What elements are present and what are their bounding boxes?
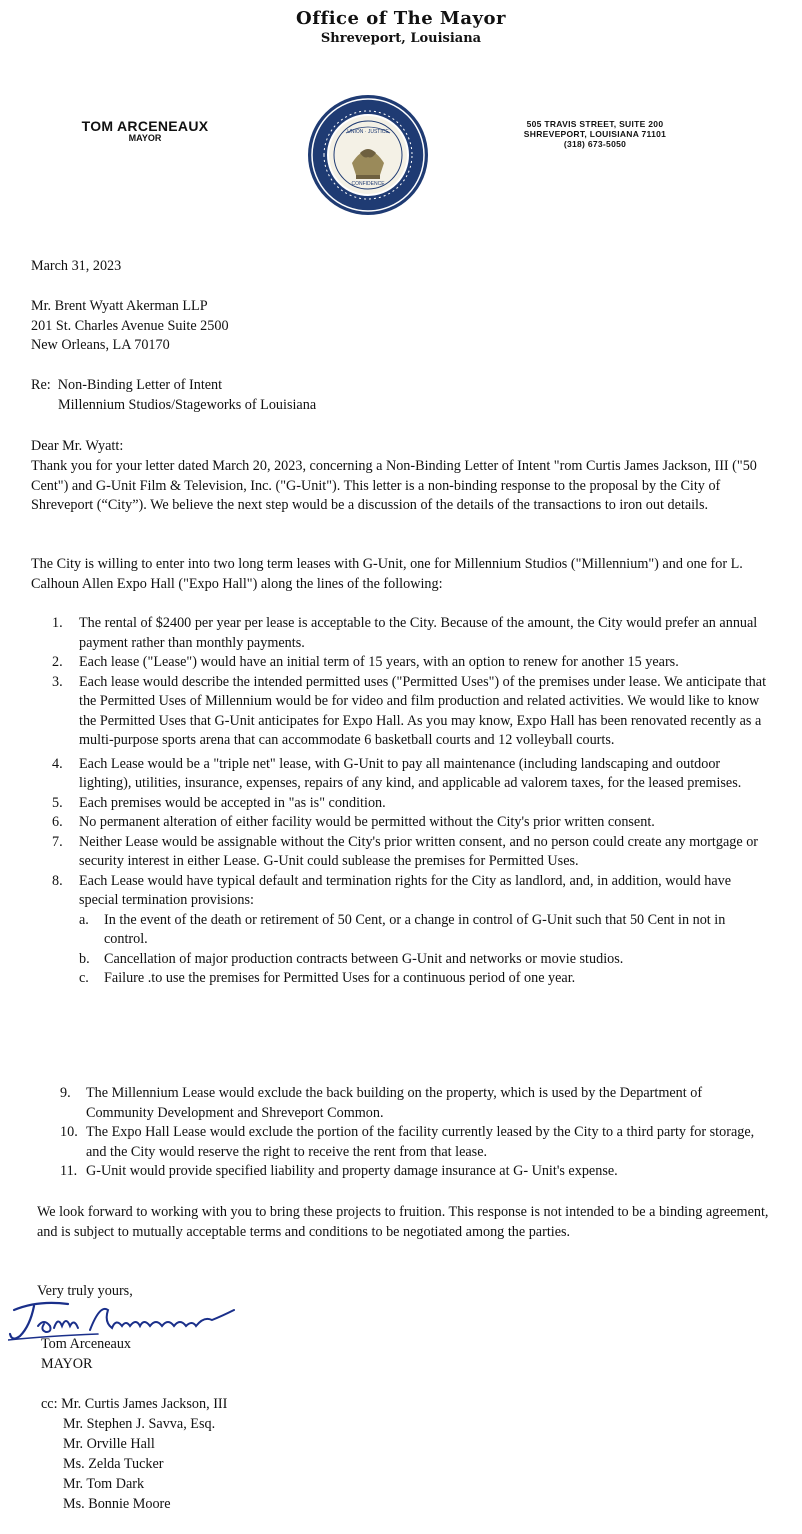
re-label: Re: [31, 377, 51, 393]
terms-list [52, 614, 772, 989]
list-number: 1. [52, 615, 63, 631]
signer-name: Tom Arceneaux [41, 1336, 132, 1352]
recipient-line: New Orleans, LA 70170 [31, 337, 170, 353]
list-number: 4. [52, 755, 63, 772]
letterhead-address [500, 119, 690, 149]
cc-item: Mr. Tom Dark [63, 1476, 145, 1492]
list-text: In the event of the death or retirement of 50 Cent, or a change in control of G-Unit such that 50 Cent in not in control. [104, 911, 726, 947]
list-text: Cancellation of major production contracts between G-Unit and networks or movie studios. [104, 950, 624, 967]
list-item [60, 1162, 772, 1182]
list-item [52, 872, 772, 911]
sub-list-item [52, 950, 772, 970]
recipient-line: 201 St. Charles Avenue Suite 2500 [31, 317, 229, 334]
address-line: 505 TRAVIS STREET, SUITE 200 [526, 119, 664, 129]
cc-item: Mr. Stephen J. Savva, Esq. [63, 1416, 216, 1432]
signer-title: MAYOR [41, 1355, 93, 1372]
list-number: 2. [52, 654, 63, 670]
address-line: SHREVEPORT, LOUISIANA 71101 [523, 129, 667, 139]
list-number: 3. [52, 673, 63, 690]
list-letter: b. [79, 950, 90, 967]
list-text: Each lease would describe the intended permitted uses ("Permitted Uses") of the premises under lease. We anticipate that the Permitted Uses of Millennium would be for video and film production and related activities. We would like to know the Permitted Uses that G-Unit anticipates for Expo Hall. As you may know, Expo Hall has been renovated recently as a multi-purpose sports arena that can accommodate 6 basketball courts and 12 volleyball courts. [79, 673, 767, 748]
paragraph-terms-intro: The City is willing to enter into two long term leases with G-Unit, one for Millennium Studios ("Millennium") and one for L. Calhoun Allen Expo Hall ("Expo Hall") along the lines of the following: [31, 556, 743, 592]
list-number: 5. [52, 794, 63, 811]
list-text: Each Lease would have typical default and termination rights for the City as landlord, and, in addition, would have special termination provisions: [79, 872, 732, 908]
list-text: No permanent alteration of either facility would be permitted without the City's prior written consent. [79, 814, 655, 830]
list-number: 9. [60, 1085, 71, 1101]
list-letter: a. [79, 911, 89, 928]
letterhead-mayor-title: MAYOR [128, 133, 162, 143]
re-line: Non-Binding Letter of Intent [57, 377, 223, 393]
list-item [52, 673, 772, 751]
list-number: 7. [52, 833, 63, 850]
list-text: Failure .to use the premises for Permitted Uses for a continuous period of one year. [104, 970, 576, 986]
city-seal-icon [306, 93, 430, 217]
salutation: Dear Mr. Wyatt: [31, 438, 124, 454]
cc-item: Mr. Curtis James Jackson, III [61, 1396, 228, 1412]
re-line: Millennium Studios/Stageworks of Louisiana [58, 396, 317, 413]
sub-list-item [52, 911, 772, 950]
list-letter: c. [79, 970, 89, 986]
office-location: Shreveport, Louisiana [320, 31, 482, 46]
cc-item: Ms. Bonnie Moore [63, 1496, 171, 1512]
list-item [60, 1084, 772, 1123]
office-title: Office of The Mayor [296, 8, 506, 29]
list-text: Each lease ("Lease") would have an initial term of 15 years, with an option to renew for another 15 years. [79, 654, 679, 670]
cc-label: cc: [41, 1396, 58, 1412]
terms-list-continued [60, 1084, 772, 1182]
list-text: The Expo Hall Lease would exclude the portion of the facility currently leased by the City to a third party for storage, and the City would reserve the right to receive the rent from that lease. [86, 1124, 755, 1160]
list-text: The Millennium Lease would exclude the back building on the property, which is used by the Department of Community Development and Shreveport Common. [86, 1085, 703, 1121]
list-item [52, 755, 772, 794]
list-item [52, 833, 772, 872]
list-text: Neither Lease would be assignable without the City's prior written consent, and no person could create any mortgage or security interest in either Lease. G-Unit could sublease the premises for Permitted Uses. [79, 833, 759, 869]
list-number: 11. [60, 1163, 78, 1179]
sub-list-item [52, 969, 772, 989]
letter-date: March 31, 2023 [31, 258, 122, 274]
valediction: Very truly yours, [37, 1283, 133, 1299]
subject-block [31, 376, 771, 415]
cc-list [41, 1395, 441, 1515]
list-text: Each premises would be accepted in "as is" condition. [79, 794, 386, 811]
letterhead-mayor-name: TOM ARCENEAUX [81, 118, 209, 134]
list-text: The rental of $2400 per year per lease is acceptable to the City. Because of the amount, the City would prefer an annual payment rather than monthly payments. [79, 615, 758, 651]
address-line: (318) 673-5050 [563, 139, 627, 149]
signer-block [41, 1335, 131, 1374]
list-item [52, 653, 772, 673]
list-text: G-Unit would provide specified liability and property damage insurance at G- Unit's expense. [86, 1163, 618, 1179]
svg-text:UNION · JUSTICE: UNION · JUSTICE [347, 129, 389, 135]
list-item [52, 794, 772, 814]
cc-item: Mr. Orville Hall [63, 1436, 155, 1452]
list-number: 6. [52, 814, 63, 830]
list-number: 10. [60, 1124, 78, 1140]
list-item [60, 1123, 772, 1162]
recipient-block [31, 297, 771, 356]
list-text: Each Lease would be a "triple net" lease, with G-Unit to pay all maintenance (including landscaping and outdoor lighting), utilities, insurance, expenses, repairs of any kind, and applicable ad valorem taxes, for the leased premises. [79, 755, 742, 791]
cc-item: Ms. Zelda Tucker [63, 1456, 164, 1472]
recipient-line: Mr. Brent Wyatt Akerman LLP [31, 298, 208, 314]
svg-text:CONFIDENCE: CONFIDENCE [351, 181, 385, 187]
list-item [52, 813, 772, 833]
list-number: 8. [52, 872, 63, 889]
paragraph-intro: Thank you for your letter dated March 20, 2023, concerning a Non-Binding Letter of Intent "rom Curtis James Jackson, III ("50 Cent") and G-Unit Film & Television, Inc. ("G-Unit"). This letter is a non-binding response to the proposal by the City of Shreveport (“City”). We believe the next step would be a discussion of the details of the transactions to iron out details. [31, 458, 757, 513]
list-item [52, 614, 772, 653]
paragraph-closing: We look forward to working with you to bring these projects to fruition. This response is not intended to be a binding agreement, and is subject to mutually acceptable terms and conditions to be negotiated among the parties. [37, 1204, 769, 1240]
